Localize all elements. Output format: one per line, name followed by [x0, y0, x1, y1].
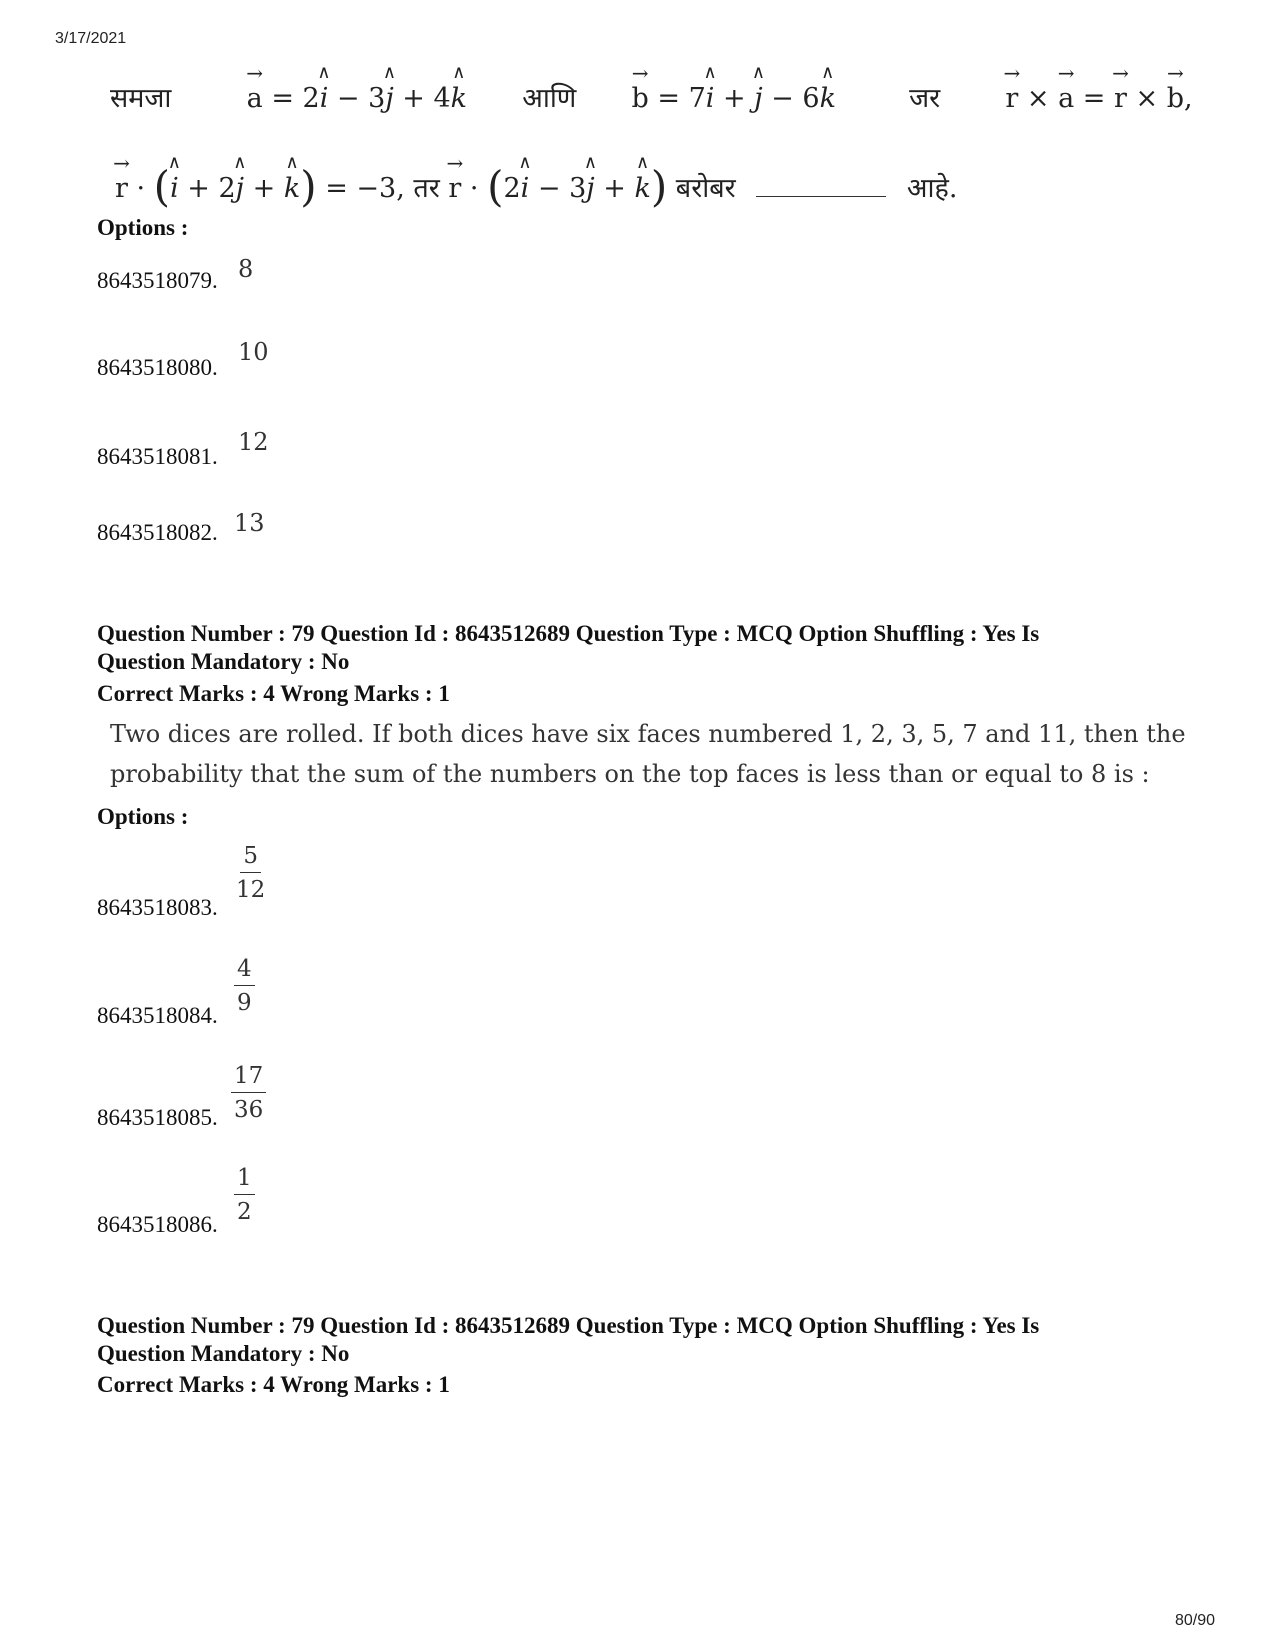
- q79-option-3-fraction: [231, 1062, 266, 1123]
- q79-question-line-1: Two dices are rolled. If both dices have six faces numbered 1, 2, 3, 5, 7 and 11, then the: [110, 720, 1186, 748]
- q79-option-4-fraction: [234, 1164, 255, 1225]
- word-barobar: बरोबर: [675, 173, 736, 204]
- q78-equation-line-2: → r · (∧ i + 2∧ j + ∧ k) = −3, तर → r · (2∧ i − 3∧ j + ∧ k) बरोबर आहे.: [115, 162, 957, 211]
- q78-option-4-value: 13: [234, 509, 265, 537]
- q79-repeat-meta: [97, 1312, 1197, 1368]
- q79-meta: [97, 620, 1197, 676]
- fraction-numerator: 4: [234, 955, 255, 986]
- fraction-numerator: 17: [231, 1062, 266, 1093]
- q79-repeat-meta-line-2: Question Mandatory : No: [97, 1341, 350, 1366]
- q78-option-2-id: 8643518080.: [97, 355, 218, 380]
- q79-option-2-fraction: [234, 955, 255, 1016]
- answer-blank: [756, 196, 886, 197]
- vector-a: → a: [247, 83, 263, 114]
- fraction-numerator: 5: [240, 842, 261, 873]
- q78-option-1-id: 8643518079.: [97, 268, 218, 293]
- q79-question-text: [110, 714, 1210, 794]
- word-tar: तर: [413, 173, 440, 204]
- q79-option-4-id: 8643518086.: [97, 1212, 218, 1237]
- q79-repeat-meta-line-1: Question Number : 79 Question Id : 8643512689 Question Type : MCQ Option Shuffling : Yes Is: [97, 1313, 1040, 1338]
- fraction-denominator: 36: [234, 1097, 264, 1123]
- q78-option-2-value: 10: [238, 338, 269, 366]
- word-aahe: आहे.: [906, 173, 958, 204]
- q79-option-2-id: 8643518084.: [97, 1003, 218, 1028]
- q78-equation-line-1: समजा → a = 2∧ i − 3∧ j + 4∧ k आणि → b = 7∧ i + ∧ j − 6∧ k जर → r × → a = → r × → b,: [110, 78, 1193, 115]
- word-samaja: समजा: [110, 83, 172, 114]
- q79-option-1-fraction: [236, 842, 265, 903]
- q79-repeat-marks: Correct Marks : 4 Wrong Marks : 1: [97, 1372, 450, 1397]
- print-date: 3/17/2021: [55, 30, 127, 47]
- q79-marks: Correct Marks : 4 Wrong Marks : 1: [97, 681, 450, 706]
- q79-question-line-2: probability that the sum of the numbers on the top faces is less than or equal to 8 is :: [110, 760, 1150, 788]
- fraction-numerator: 1: [234, 1164, 255, 1195]
- vector-b: → b: [632, 83, 649, 114]
- q79-options-label: Options :: [97, 804, 189, 829]
- word-jar: जर: [909, 83, 941, 114]
- q79-meta-line-1: Question Number : 79 Question Id : 8643512689 Question Type : MCQ Option Shuffling : Yes Is: [97, 621, 1040, 646]
- q79-option-3-id: 8643518085.: [97, 1105, 218, 1130]
- q78-option-1-value: 8: [238, 255, 254, 283]
- word-aani: आणि: [522, 83, 577, 114]
- fraction-denominator: 2: [237, 1199, 252, 1225]
- q78-option-3-id: 8643518081.: [97, 444, 218, 469]
- q79-option-1-id: 8643518083.: [97, 895, 218, 920]
- page-number: 80/90: [1175, 1612, 1216, 1629]
- fraction-denominator: 12: [236, 877, 266, 903]
- q78-options-label: Options :: [97, 215, 189, 240]
- fraction-denominator: 9: [237, 990, 252, 1016]
- q78-option-3-value: 12: [238, 428, 269, 456]
- q79-meta-line-2: Question Mandatory : No: [97, 649, 350, 674]
- q78-option-4-id: 8643518082.: [97, 520, 218, 545]
